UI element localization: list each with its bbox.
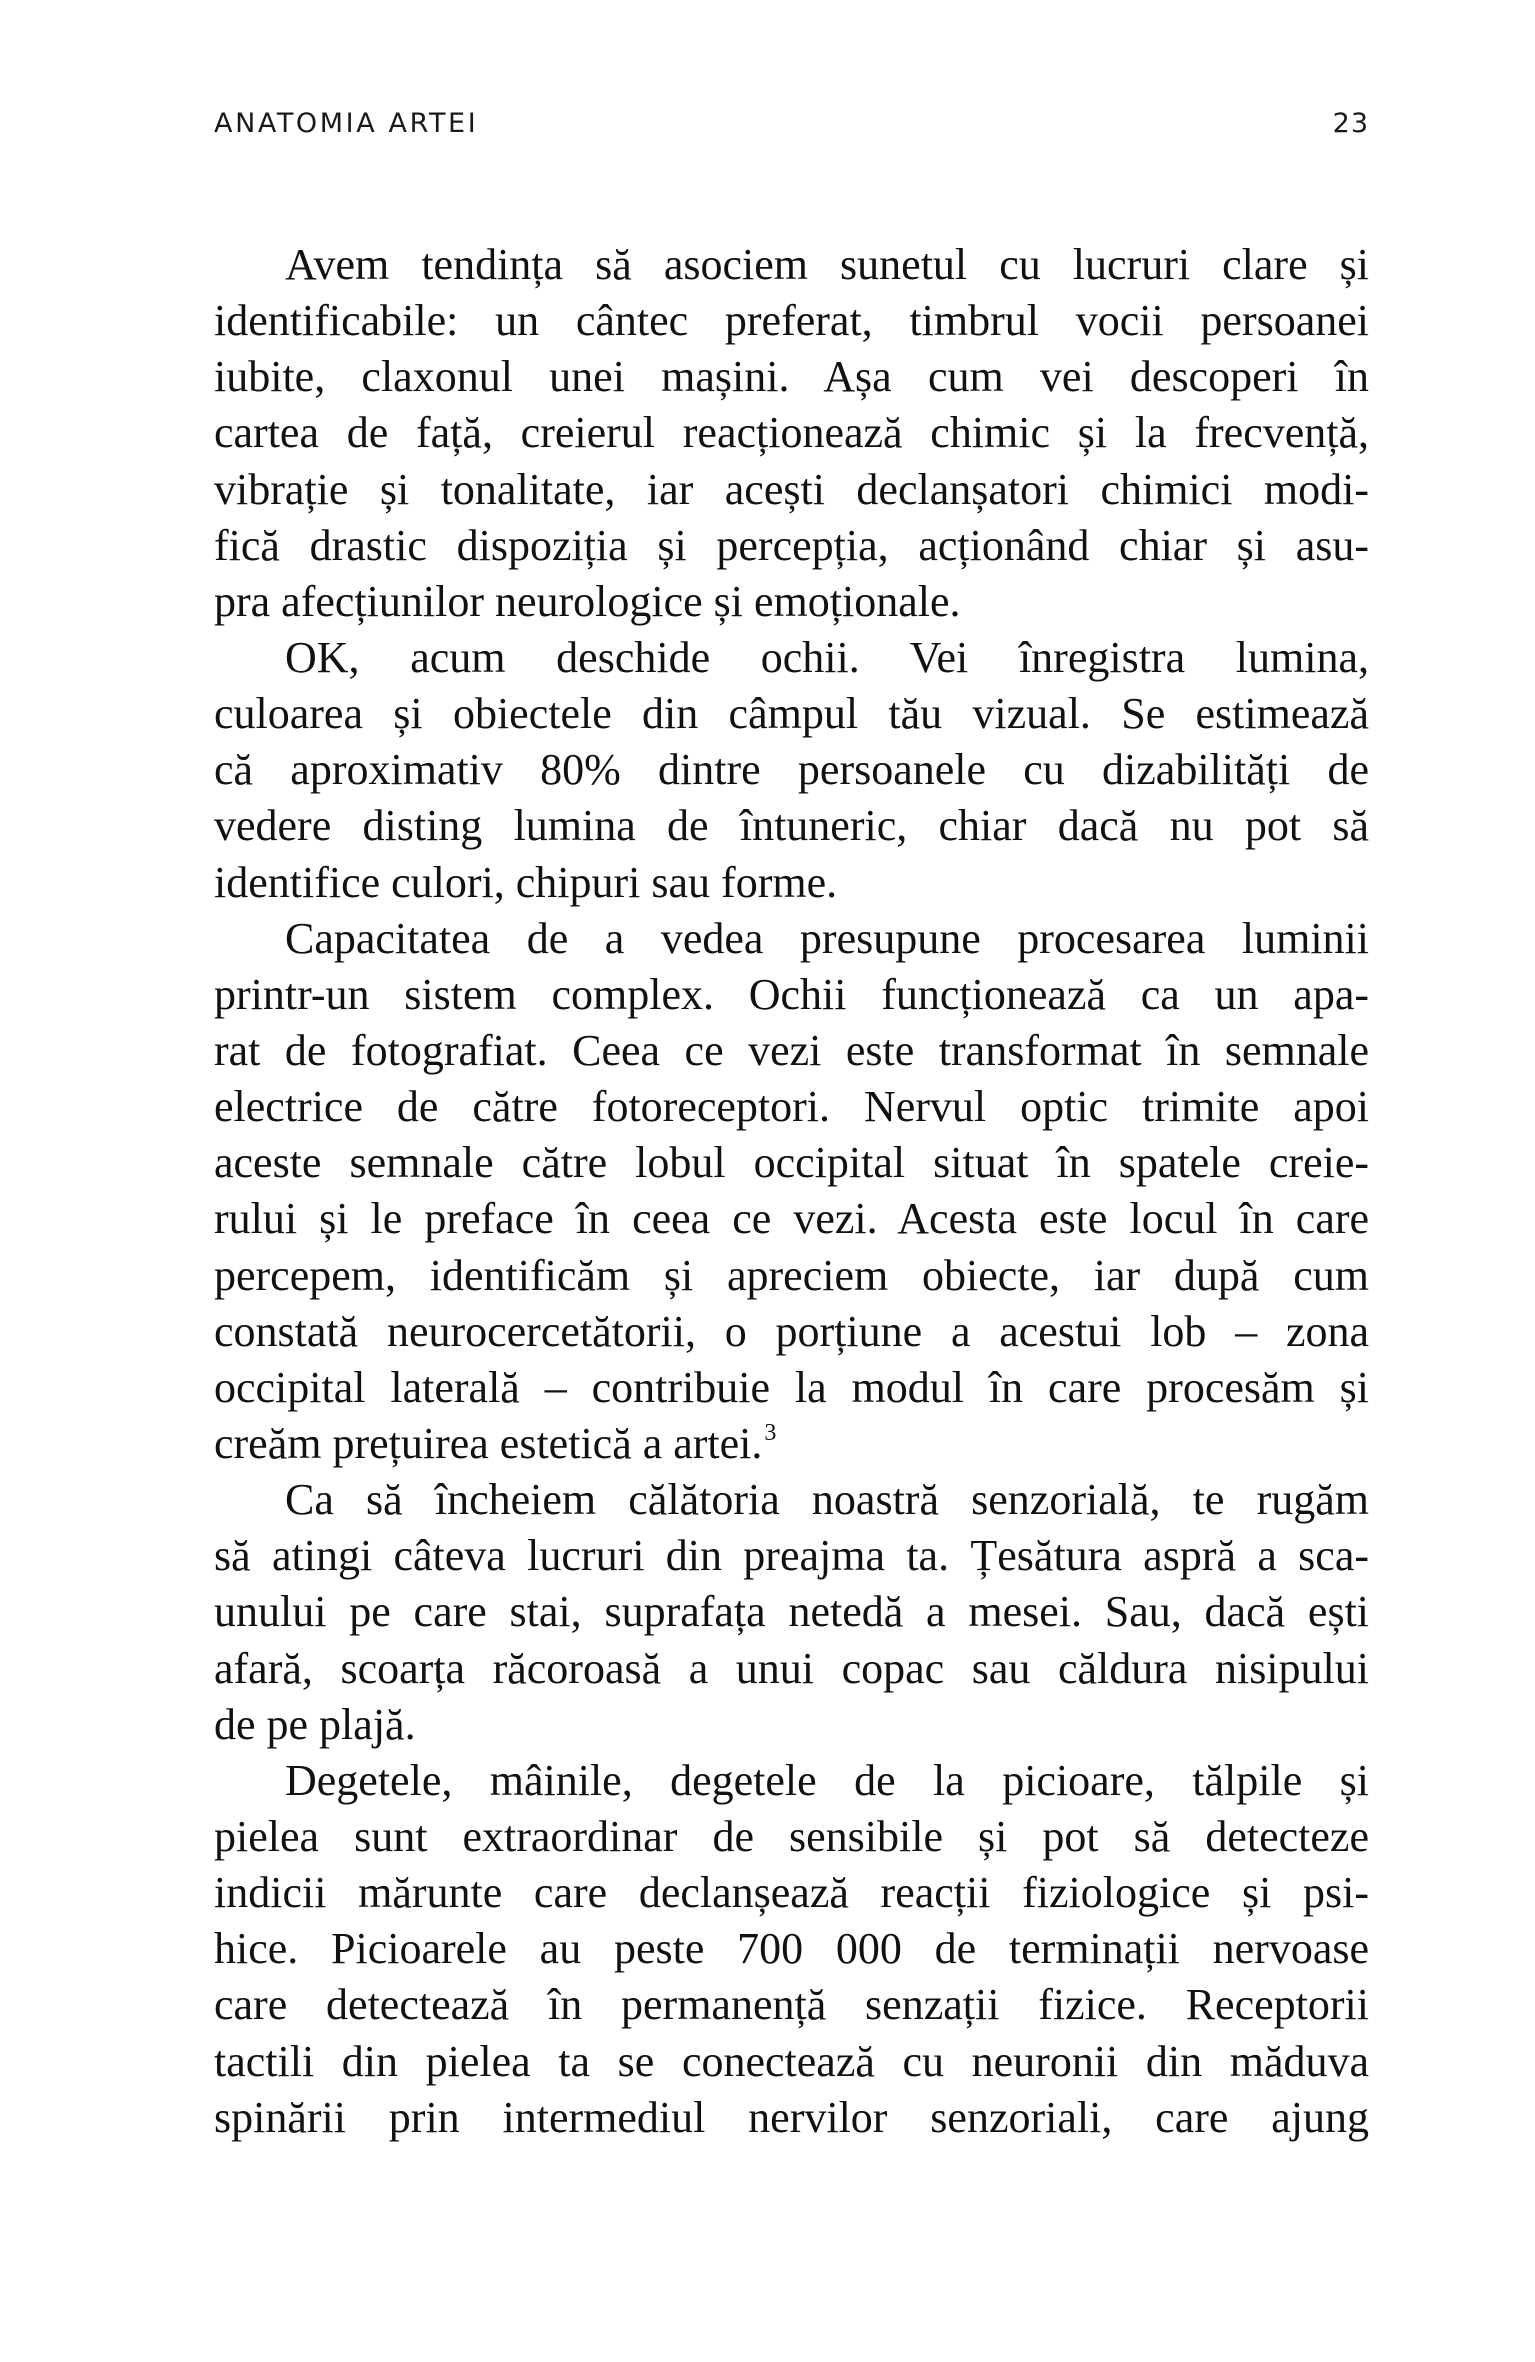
text-line: rului și le preface în ceea ce vezi. Acesta este locul în care [214, 1194, 1370, 1244]
text-line: fică drastic dispoziția și percepția, acționând chiar și asu- [214, 520, 1370, 570]
text-line: percepem, identificăm și apreciem obiecte, iar după cum [214, 1250, 1369, 1300]
text-line: culoarea și obiectele din câmpul tău vizual. Se estimează [214, 689, 1369, 739]
text-line-with-footnote [214, 1416, 1369, 1472]
text-line: indicii mărunte care declanșează reacții fiziologice și psi- [214, 1868, 1369, 1918]
text-line: hice. Picioarele au peste 700 000 de terminații nervoase [214, 1924, 1370, 1974]
page-number: 23 [1332, 108, 1369, 139]
text-line: Capacitatea de a vedea presupune procesarea luminii [285, 913, 1369, 963]
text-line: vibrație și tonalitate, iar acești declanșatori chimici modi- [214, 464, 1369, 514]
text-line: identificabile: un cântec preferat, timbrul vocii persoanei [214, 296, 1370, 346]
text-line: tactili din pielea ta se conectează cu neuronii din măduva [214, 2036, 1370, 2086]
text-line: pra afecțiunilor neurologice și emoționale. [214, 576, 961, 626]
paragraph [214, 1472, 1369, 1753]
text-line: că aproximativ 80% dintre persoanele cu dizabilități de [214, 745, 1369, 795]
text-line: Avem tendința să asociem sunetul cu lucruri clare și [285, 240, 1370, 289]
text-line: constată neurocercetătorii, o porțiune a acestui lob – zona [214, 1306, 1370, 1356]
text-line: occipital laterală – contribuie la modul în care procesăm și [214, 1362, 1370, 1412]
running-title: ANATOMIA ARTEI [214, 108, 479, 139]
text-line: printr-un sistem complex. Ochii funcționează ca un apa- [214, 969, 1370, 1019]
text-line: de pe plajă. [214, 1699, 416, 1749]
text-line: unului pe care stai, suprafața netedă a mesei. Sau, dacă ești [214, 1587, 1370, 1637]
body-text [214, 237, 1369, 2146]
text-line: pielea sunt extraordinar de sensibile și pot să detecteze [214, 1811, 1369, 1861]
paragraph [214, 1753, 1369, 2146]
paragraph [214, 237, 1369, 630]
text-line: Ca să încheiem călătoria noastră senzorială, te rugăm [285, 1475, 1369, 1525]
text-line-content: creăm prețuirea estetică a artei. [214, 1418, 763, 1468]
text-line: electrice de către fotoreceptori. Nervul optic trimite apoi [214, 1082, 1369, 1132]
text-line: spinării prin intermediul nervilor senzoriali, care ajung [214, 2092, 1369, 2142]
text-line: iubite, claxonul unei mașini. Așa cum vei descoperi în [214, 352, 1369, 402]
text-line: care detectează în permanență senzații fizice. Receptorii [214, 1980, 1369, 2030]
text-line: afară, scoarța răcoroasă a unui copac sau căldura nisipului [214, 1643, 1369, 1693]
footnote-marker[interactable]: 3 [764, 1419, 777, 1446]
text-line: aceste semnale către lobul occipital situat în spatele creie- [214, 1138, 1370, 1188]
text-line: identifice culori, chipuri sau forme. [214, 857, 838, 907]
text-line: rat de fotografiat. Ceea ce vezi este transformat în semnale [214, 1025, 1370, 1075]
paragraph [214, 911, 1369, 1472]
text-line: să atingi câteva lucruri din preajma ta. Țesătura aspră a sca- [214, 1531, 1370, 1581]
text-line: OK, acum deschide ochii. Vei înregistra lumina, [285, 632, 1369, 682]
text-line: vedere disting lumina de întuneric, chiar dacă nu pot să [214, 801, 1369, 851]
paragraph [214, 630, 1369, 911]
text-line: Degetele, mâinile, degetele de la picioare, tălpile și [285, 1755, 1370, 1805]
running-header [214, 104, 1369, 144]
text-line: cartea de față, creierul reacționează chimic și la frecvență, [214, 408, 1370, 458]
